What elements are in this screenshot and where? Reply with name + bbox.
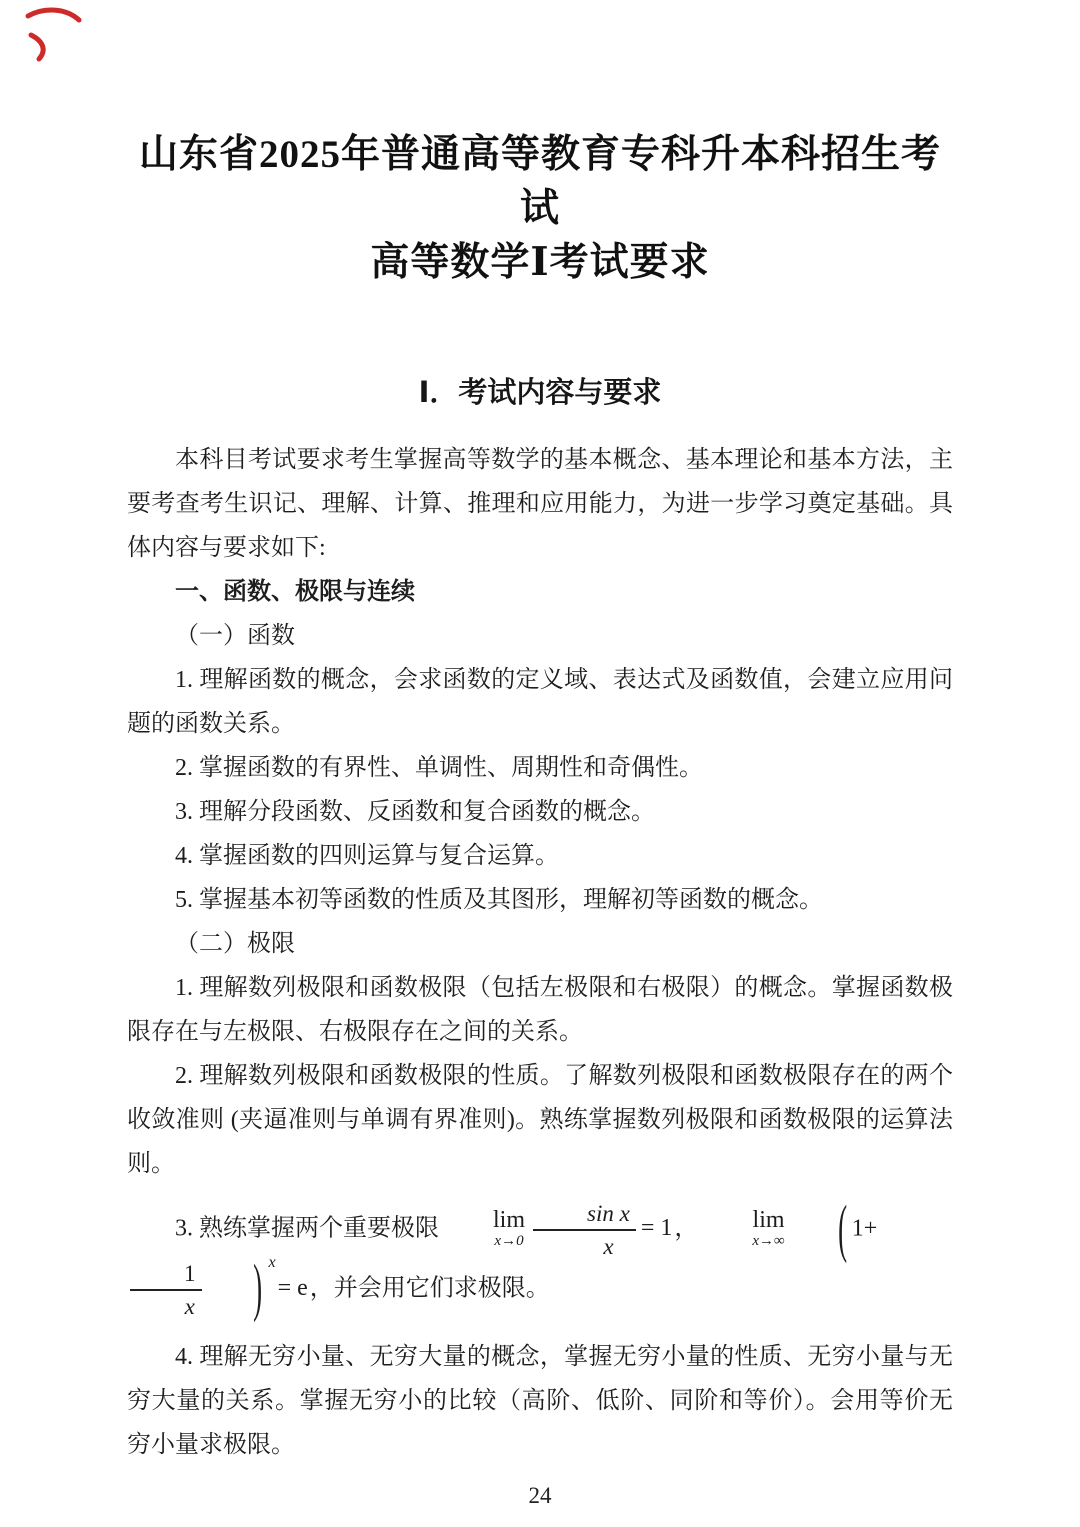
fraction-sinx-over-x: $\frac{\text{sin x}}{x}$ <box>533 1200 636 1260</box>
limit-operator-1 <box>445 1208 525 1252</box>
exponent-x: x <box>268 1253 276 1271</box>
paragraph: 本科目考试要求考生掌握高等数学的基本概念、基本理论和基本方法，主要考查考生识记、理解、计算、推理和应用能力，为进一步学习奠定基础。具体内容与要求如下: <box>127 447 953 561</box>
paragraph: 2. 理解数列极限和函数极限的性质。了解数列极限和函数极限存在的两个收敛准则 (夹逼准则与单调有界准则)。熟练掌握数列极限和函数极限的运算法则。 <box>127 1063 953 1177</box>
paragraph: 一、函数、极限与连续 <box>175 578 415 605</box>
formula-text-suffix: ，并会用它们求极限。 <box>309 1274 550 1301</box>
formula-text-prefix: 3. 熟练掌握两个重要极限 <box>175 1215 439 1242</box>
section-heading: Ⅰ．考试内容与要求 <box>418 377 662 409</box>
paragraph: 1. 理解数列极限和函数极限（包括左极限和右极限）的概念。掌握函数极限存在与左极限、右极限存在之间的关系。 <box>127 975 953 1045</box>
limit-operator-2 <box>704 1208 784 1252</box>
paragraph: 2. 掌握函数的有界性、单调性、周期性和奇偶性。 <box>175 755 703 781</box>
equals-e: = e <box>277 1274 308 1301</box>
lim-symbol: lim <box>752 1207 785 1234</box>
page-number: 24 <box>528 1483 552 1509</box>
one-plus: 1+ <box>851 1215 878 1242</box>
formula-separator: ， <box>674 1215 699 1242</box>
paragraph: 4. 理解无穷小量、无穷大量的概念，掌握无穷小量的性质、无穷小量与无穷大量的关系。掌握无穷小的比较（高阶、低阶、同阶和等价）。会用等价无穷小量求极限。 <box>127 1344 953 1459</box>
title-line-1: 山东省2025年普通高等教育专科升本科招生考试 <box>138 133 941 230</box>
lim-symbol: lim <box>493 1207 526 1234</box>
document-title <box>127 128 953 290</box>
paragraph: 5. 掌握基本初等函数的性质及其图形，理解初等函数的概念。 <box>175 887 823 913</box>
formula-paragraph: 3. 熟练掌握两个重要极限 lim x→0 $\frac{\text{sin x}}{x}$ = 1， lim x→∞ ( 1+ $\frac{1}{x}$ ) $^x$= e，并会用它们求极限。 <box>127 1186 953 1335</box>
title-line-2: 高等数学Ⅰ考试要求 <box>370 241 710 284</box>
equals-one: = 1 <box>640 1215 673 1242</box>
limit-subscript-2: x→∞ <box>752 1233 785 1250</box>
paragraph: 3. 理解分段函数、反函数和复合函数的概念。 <box>175 799 655 825</box>
paragraph: 1. 理解函数的概念，会求函数的定义域、表达式及函数值，会建立应用问题的函数关系。 <box>127 667 953 737</box>
paragraph: 4. 掌握函数的四则运算与复合运算。 <box>175 843 559 869</box>
paragraph: （一）函数 <box>175 623 295 649</box>
limit-subscript-1: x→0 <box>494 1233 524 1250</box>
document-body <box>127 438 953 1467</box>
paragraph: （二）极限 <box>175 931 295 957</box>
fraction-one-over-x: $\frac{1}{x}$ <box>130 1260 202 1320</box>
red-pen-mark <box>0 0 120 72</box>
